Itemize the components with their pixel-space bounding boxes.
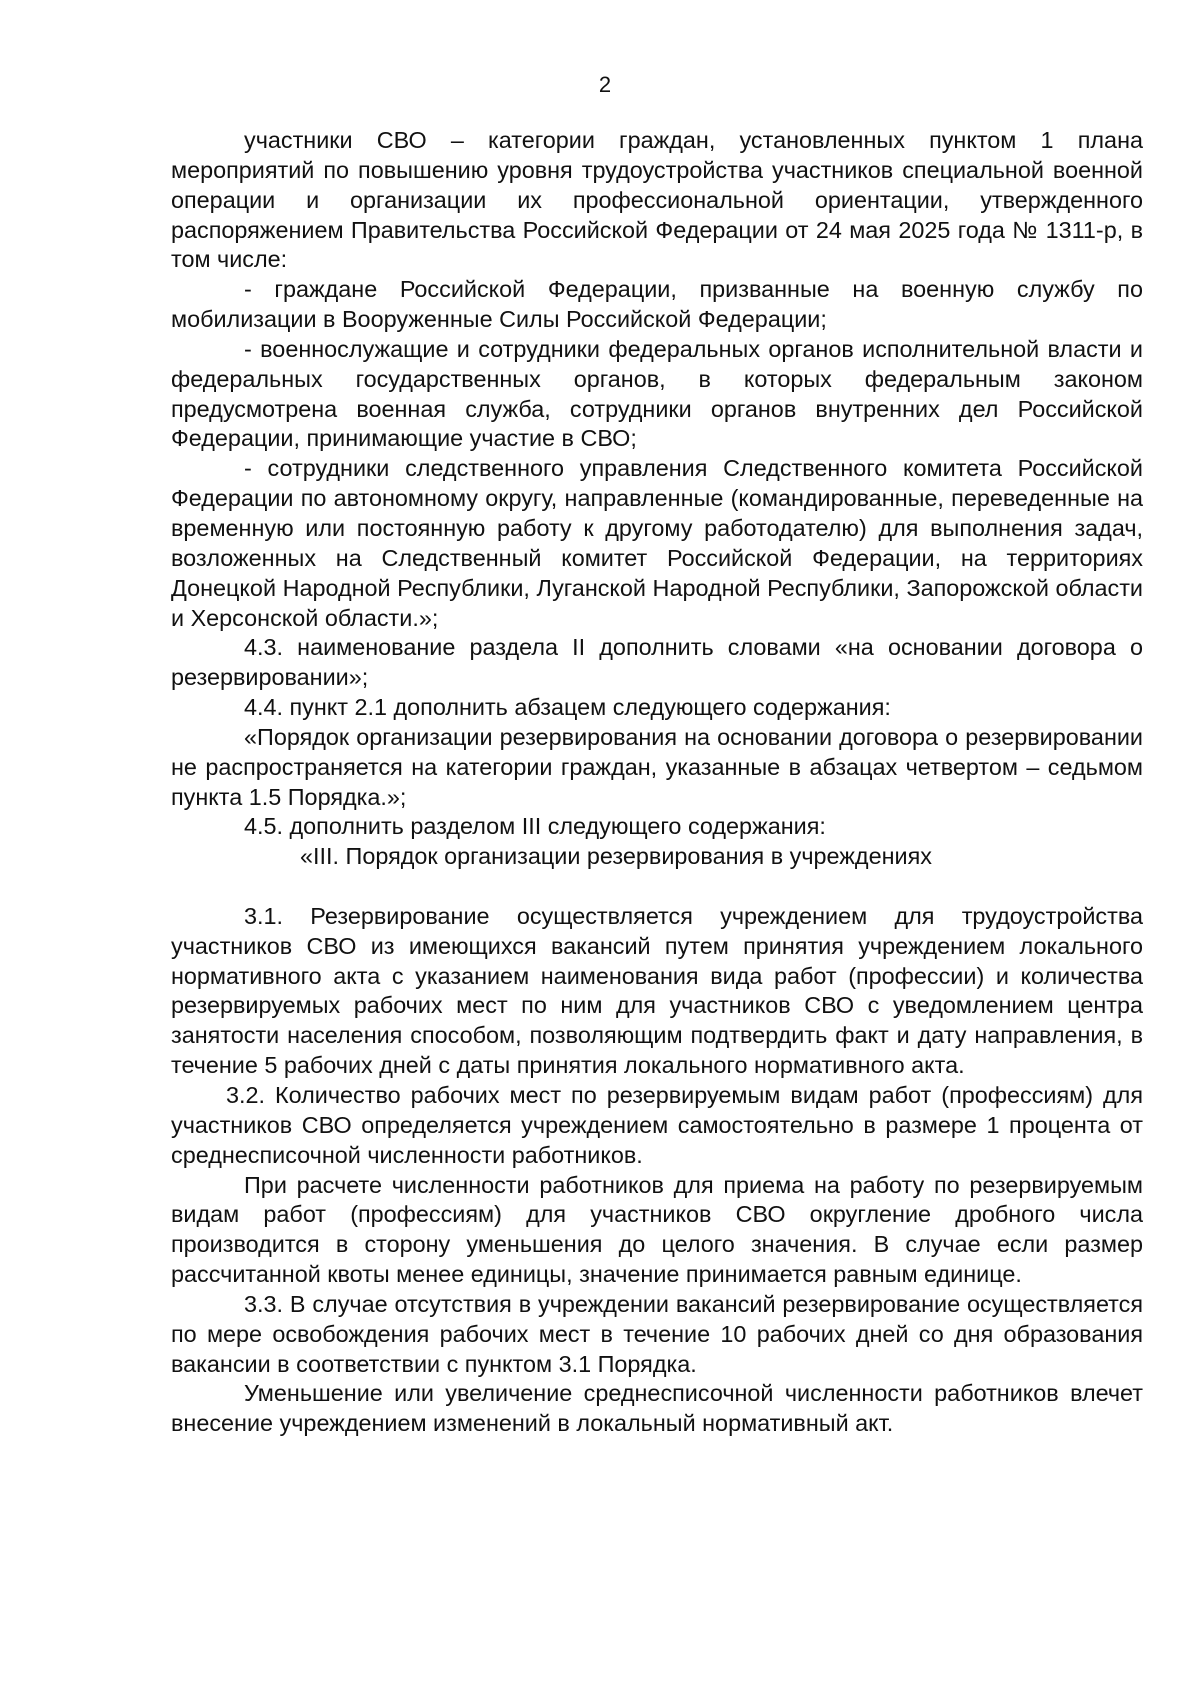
paragraph-3-1: 3.1. Резервирование осуществляется учреждением для трудоустройства участников СВО из имеющихся вакансий путем принятия учреждением локального нормативного акта с указанием наименования вида работ (профессии) и количества резервируемых рабочих мест по ним для участников СВО с уведомлением центра занятости населения способом, позволяющим подтвердить факт и дату направления, в течение 5 рабочих дней с даты принятия локального нормативного акта. [171, 902, 1143, 1079]
paragraph-4-4: 4.4. пункт 2.1 дополнить абзацем следующего содержания: [244, 694, 891, 721]
paragraph-quote-order: «Порядок организации резервирования на основании договора о резервировании не распространяется на категории граждан, указанные в абзацах четвертом – седьмом пункта 1.5 Порядка.»; [171, 723, 1143, 810]
page-number: 2 [598, 72, 612, 97]
paragraph-4-3: 4.3. наименование раздела II дополнить словами «на основании договора о резервировании»; [171, 634, 1143, 691]
paragraph-3-2: 3.2. Количество рабочих мест по резервируемым видам работ (профессиям) для участников СВО определяется учреждением самостоятельно в размере 1 процента от среднесписочной численности работников. [171, 1082, 1143, 1168]
paragraph-headcount-change: Уменьшение или увеличение среднесписочной численности работников влечет внесение учреждением изменений в локальный нормативный акт. [171, 1380, 1143, 1437]
list-item-servicemen: - военнослужащие и сотрудники федеральных органов исполнительной власти и федеральных государственных органов, в которых федеральным законом предусмотрена военная служба, сотрудники органов внутренних дел Российской Федерации, принимающие участие в СВО; [171, 335, 1143, 452]
paragraph-4-5: 4.5. дополнить разделом III следующего содержания: [244, 813, 826, 840]
list-item-investigators: - сотрудники следственного управления Следственного комитета Российской Федерации по автономному округу, направленные (командированные, переведенные на временную или постоянную работу к другому работодателю) для выполнения задач, возложенных на Следственный комитет Российской Федерации, на территориях Донецкой Народной Республики, Луганской Народной Республики, Запорожской области и Херсонской области.»; [171, 455, 1143, 631]
paragraph-3-3: 3.3. В случае отсутствия в учреждении вакансий резервирование осуществляется по мере освобождения рабочих мест в течение 10 рабочих дней со дня образования вакансии в соответствии с пунктом 3.1 Порядка. [171, 1290, 1143, 1377]
paragraph-svo-definition: участники СВО – категории граждан, установленных пунктом 1 плана мероприятий по повышению уровня трудоустройства участников специальной военной операции и организации их профессиональной ориентации, утвержденного распоряжением Правительства Российской Федерации от 24 мая 2025 года № 1311-р, в том числе: [171, 127, 1143, 273]
section-heading-iii: «III. Порядок организации резервирования в учреждениях [300, 843, 932, 870]
paragraph-calculation: При расчете численности работников для приема на работу по резервируемым видам работ (профессиям) для участников СВО округление дробного числа производится в сторону уменьшения до целого значения. В случае если размер рассчитанной квоты менее единицы, значение принимается равным единице. [171, 1171, 1143, 1288]
blank-line [171, 872, 1143, 902]
list-item-mobilized-citizens: - граждане Российской Федерации, призванные на военную службу по мобилизации в Вооруженные Силы Российской Федерации; [171, 276, 1143, 333]
document-body [171, 126, 1143, 1439]
